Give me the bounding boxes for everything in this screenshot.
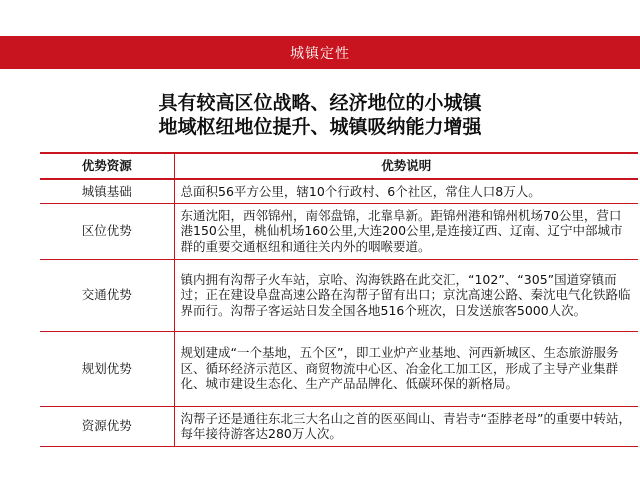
section-banner — [0, 36, 640, 69]
row-description: 镇内拥有沟帮子火车站，京哈、沟海铁路在此交汇，“102”、“305”国道穿镇而过；正在建设阜盘高速公路在沟帮子留有出口；京沈高速公路、秦沈电气化铁路临界而行。沟帮子客运站日发全国各地516个班次，日发送旅客5000人次。 — [174, 259, 638, 331]
row-name: 城镇基础 — [40, 179, 174, 203]
headline-line-1: 具有较高区位战略、经济地位的小城镇 — [158, 92, 482, 114]
banner-title: 城镇定性 — [290, 45, 350, 62]
column-header-resource: 优势资源 — [40, 153, 174, 179]
row-name: 规划优势 — [40, 331, 174, 406]
table-row — [40, 406, 638, 446]
row-name: 交通优势 — [40, 259, 174, 331]
row-name: 资源优势 — [40, 406, 174, 446]
headline — [0, 91, 640, 139]
row-name: 区位优势 — [40, 203, 174, 259]
table-row — [40, 331, 638, 406]
table-header-row — [40, 153, 638, 179]
column-header-description: 优势说明 — [174, 153, 638, 179]
headline-line-2: 地域枢纽地位提升、城镇吸纳能力增强 — [158, 116, 482, 138]
advantages-table — [40, 152, 638, 447]
table-row — [40, 203, 638, 259]
table-row — [40, 259, 638, 331]
row-description: 总面积56平方公里，辖10个行政村、6个社区，常住人口8万人。 — [174, 179, 638, 203]
row-description: 规划建成“一个基地，五个区”，即工业炉产业基地、河西新城区、生态旅游服务区、循环经济示范区、商贸物流中心区、冶金化工加工区，形成了主导产业集群化、城市建设生态化、生产产品品牌化、低碳环保的新格局。 — [174, 331, 638, 406]
row-description: 东通沈阳，西邻锦州，南邻盘锦，北靠阜新。距锦州港和锦州机场70公里，营口港150公里，桃仙机场160公里,大连200公里,是连接辽西、辽南、辽宁中部城市群的重要交通枢纽和通往关内外的咽喉要道。 — [174, 203, 638, 259]
row-description: 沟帮子还是通往东北三大名山之首的医巫闾山、青岩寺“歪脖老母”的重要中转站，每年接待游客达280万人次。 — [174, 406, 638, 446]
table-row — [40, 179, 638, 203]
